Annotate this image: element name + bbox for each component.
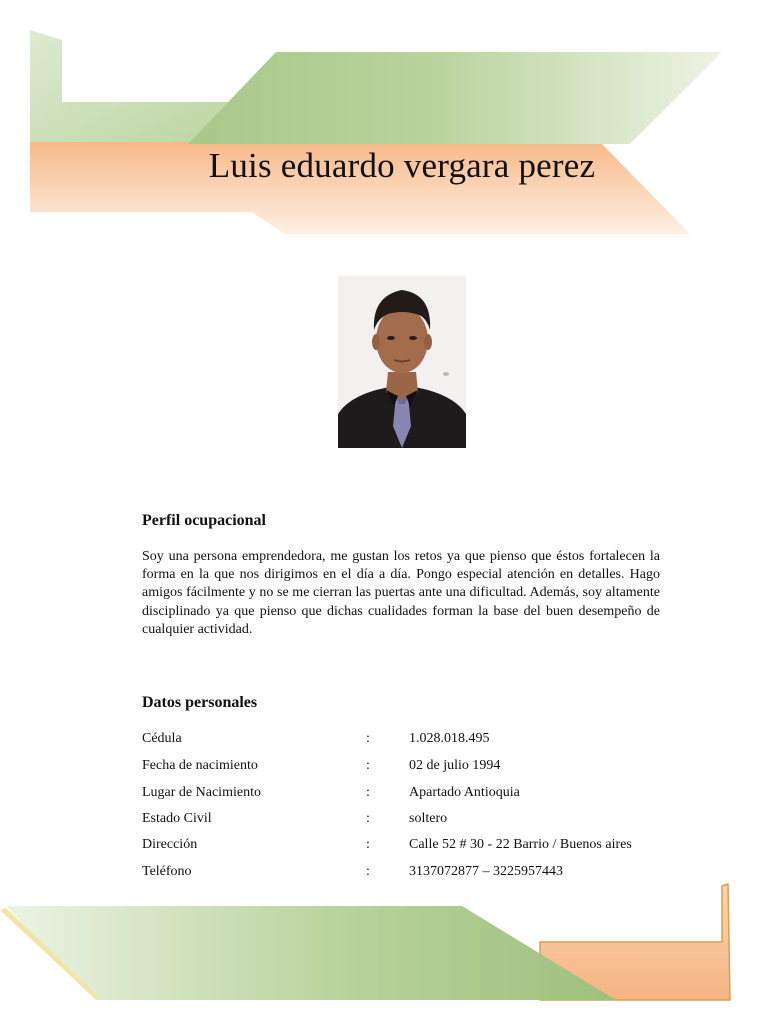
row-label: Lugar de Nacimiento <box>142 785 261 800</box>
profile-paragraph: Soy una persona emprendedora, me gustan los retos ya que pienso que éstos fortalecen la forma en la que nos dirigimos en el día a día. Pongo especial atención en detalles. Hago amigos fácilmente y no se me cierran las puertas ante una dificultad. Además, soy altamente disciplinado ya que pienso que dichas cualidades forman la base del buen desempeño de cualquier actividad. <box>142 549 660 637</box>
row-value: 3137072877 – 3225957443 <box>409 864 563 879</box>
personal-row-birth-place <box>142 785 702 805</box>
header-decoration <box>0 0 768 240</box>
personal-row-civil-status <box>142 811 702 831</box>
personal-row-cedula <box>142 731 702 751</box>
row-label: Estado Civil <box>142 811 212 826</box>
row-separator: : <box>366 785 370 800</box>
profile-photo <box>338 276 466 448</box>
row-value: 02 de julio 1994 <box>409 758 501 773</box>
row-separator: : <box>366 864 370 879</box>
personal-row-address <box>142 837 702 857</box>
row-label: Dirección <box>142 837 198 852</box>
row-label: Teléfono <box>142 864 192 879</box>
row-label: Cédula <box>142 731 182 746</box>
row-value: Apartado Antioquia <box>409 785 520 800</box>
personal-row-birth-date <box>142 758 702 778</box>
candidate-name: Luis eduardo vergara perez <box>208 146 596 185</box>
row-value: Calle 52 # 30 - 22 Barrio / Buenos aires <box>409 837 632 852</box>
profile-section-title: Perfil ocupacional <box>142 512 266 529</box>
row-label: Fecha de nacimiento <box>142 758 258 773</box>
row-value: 1.028.018.495 <box>409 731 490 746</box>
green-footer-band-shape <box>6 906 616 1000</box>
person-portrait-icon <box>338 276 466 448</box>
personal-data-section-title: Datos personales <box>142 694 258 711</box>
row-value: soltero <box>409 811 448 826</box>
green-band-shape <box>188 52 722 144</box>
row-separator: : <box>366 837 370 852</box>
row-separator: : <box>366 731 370 746</box>
row-separator: : <box>366 758 370 773</box>
footer-decoration <box>0 880 768 1024</box>
row-separator: : <box>366 811 370 826</box>
